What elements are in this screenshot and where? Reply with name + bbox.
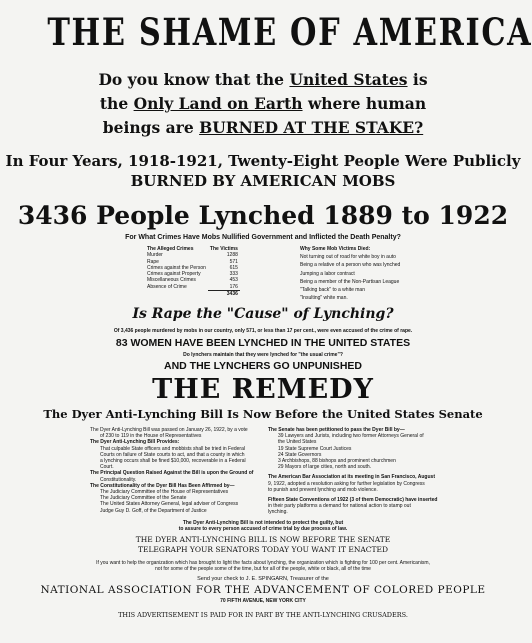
for-what-line: For What Crimes Have Mobs Nullified Government and Inflicted the Death Penalty? xyxy=(125,234,401,241)
crime-cell: Murder xyxy=(147,252,163,259)
left-col-line: The United States Attorney General, legal adviser of Congress xyxy=(100,501,239,508)
why-died-item: Being a member of the Non-Partisan League xyxy=(300,278,400,285)
question-line-2 xyxy=(0,94,526,113)
victims-cell: 176 xyxy=(208,284,240,291)
left-col-line: The Judiciary Committee of the House of Representatives xyxy=(100,489,229,496)
right-col-line: 9, 1922, adopted a resolution asking for further legislation by Congress xyxy=(268,480,425,487)
question-text: the xyxy=(99,94,134,113)
not-intended-line: The Dyer Anti-Lynching Bill is not intended to protect the guilty, but xyxy=(182,520,344,526)
not-intended-line-2: to assure to every person accused of crime trial by due process of law. xyxy=(178,526,348,532)
crimes-header: The Alleged Crimes xyxy=(147,246,194,252)
left-col-line: The Dyer Anti-Lynching Bill Provides: xyxy=(90,439,180,446)
why-died-header: Why Some Mob Victims Died: xyxy=(300,246,371,252)
why-died-item: Not turning out of road for white boy in auto xyxy=(300,254,396,260)
crime-cell: Absence of Crime xyxy=(147,284,187,291)
left-col-line: The Principal Question Raised Against the Bill is upon the Ground of xyxy=(90,470,254,477)
telegraph-line: TELEGRAPH YOUR SENATORS TODAY YOU WANT IT ENACTED xyxy=(137,545,389,554)
crime-cell: Miscellaneous Crimes xyxy=(147,277,196,284)
why-died-item: Being a relative of a person who was lynched xyxy=(300,262,401,269)
question-text: beings are xyxy=(102,118,200,137)
left-col-line: Courts on failure of State courts to act, and that a county in which xyxy=(100,451,245,458)
right-col-line: The Senate has been petitioned to pass the Dyer Bill by— xyxy=(268,427,405,433)
why-died-item: "Insulting" white man. xyxy=(300,295,348,302)
of-3436-line: Of 3,436 people murdered by mobs in our country, only 571, or less than 17 per cent., were even accused of the crime of rape. xyxy=(113,328,413,334)
crime-cell: Crimes against the Person xyxy=(147,264,206,271)
left-col-line: Constitutionality. xyxy=(100,476,137,483)
victims-cell: 453 xyxy=(229,277,238,284)
why-died-item: "Talking back" to a white man xyxy=(300,287,365,294)
left-col-line: Court. xyxy=(100,464,114,471)
left-col-line: of 230 to 119 in the House of Representatives xyxy=(100,433,202,440)
question-text: Do you know that the xyxy=(98,70,290,89)
victims-header: The Victims xyxy=(209,246,238,252)
left-col-line: The Dyer Anti-Lynching Bill was passed on January 26, 1922, by a vote xyxy=(90,427,248,433)
question-emphasis: Only Land on Earth xyxy=(133,94,303,113)
right-col-line: The American Bar Association at its meeting in San Francisco, August xyxy=(268,474,435,481)
help-line: If you want to help the organization which has brought to light the facts about lynching, the organization which is fighting for 100 per cent. Americanism, xyxy=(96,560,430,566)
question-emphasis: United States xyxy=(289,70,408,89)
question-text: is xyxy=(407,70,428,89)
left-column xyxy=(90,427,253,514)
paid-for-line: THIS ADVERTISEMENT IS PAID FOR IN PART BY THE ANTI-LYNCHING CRUSADERS. xyxy=(118,611,408,619)
victims-cell: 571 xyxy=(229,258,238,265)
right-col-line: 3 Archbishops, 88 bishops and prominent churchmen xyxy=(278,458,396,465)
is-rape-heading: Is Rape the "Cause" of Lynching? xyxy=(132,306,394,322)
left-col-line: Judge Guy D. Goff, of the Department of Justice xyxy=(100,507,207,514)
right-col-line: 29 Mayors of large cities, north and south. xyxy=(278,464,372,471)
women-lynched-line: 83 WOMEN HAVE BEEN LYNCHED IN THE UNITED STATES xyxy=(115,337,411,349)
right-col-line: 24 State Governors xyxy=(278,451,322,458)
left-col-line: The Constitutionality of the Dyer Bill Has Been Affirmed by— xyxy=(90,482,235,489)
right-col-line: 39 Lawyers and Jurists, including two former Attorneys General of xyxy=(278,433,424,440)
victims-cell: 333 xyxy=(229,271,238,278)
lynchers-maintain-line: Do lynchers maintain that they were lynched for "the usual crime"? xyxy=(183,352,343,358)
question-text: where human xyxy=(302,94,427,113)
now-before-senate: THE DYER ANTI-LYNCHING BILL IS NOW BEFORE THE SENATE xyxy=(135,535,391,544)
left-col-line: The Judiciary Committee of the Senate xyxy=(100,495,187,502)
victims-total: 3436 xyxy=(226,291,238,298)
right-col-line: the United States xyxy=(278,439,317,446)
right-col-line: Fifteen State Conventions of 1922 (3 of them Democratic) have inserted xyxy=(268,497,438,504)
send-check-line: Send your check to J. E. SPINGARN, Treasurer of the xyxy=(197,576,329,582)
remedy-heading: THE REMEDY xyxy=(152,374,374,405)
victims-cell: 615 xyxy=(229,264,238,271)
why-died-item: Jumping a labor contract xyxy=(300,270,355,277)
right-col-line: lynching. xyxy=(268,509,288,516)
right-col-line: 19 State Supreme Court Justices xyxy=(278,445,352,452)
victims-cell: 1288 xyxy=(226,252,238,259)
crime-cell: Rape xyxy=(147,258,159,265)
left-col-line: a lynching occurs shall be fined $10,000, recoverable in a Federal xyxy=(100,458,246,465)
question-line-3 xyxy=(0,118,526,137)
lynched-headline: 3436 People Lynched 1889 to 1922 xyxy=(17,201,509,230)
question-emphasis: BURNED AT THE STAKE? xyxy=(199,118,424,137)
burned-line: BURNED BY AMERICAN MOBS xyxy=(130,172,396,190)
why-died-list xyxy=(300,246,400,303)
crime-cell: Crimes against Property xyxy=(147,271,201,278)
headline: THE SHAME OF AMERICA xyxy=(47,10,532,54)
right-col-line: to punish and prevent lynching and mob violence. xyxy=(268,486,378,493)
unpunished-line: AND THE LYNCHERS GO UNPUNISHED xyxy=(164,360,362,372)
dyer-before-senate: The Dyer Anti-Lynching Bill Is Now Before the United States Senate xyxy=(43,407,483,421)
right-column xyxy=(268,427,438,516)
right-col-line: in their party platforms a demand for national action to stamp out xyxy=(268,503,411,510)
naacp-address: 70 FIFTH AVENUE, NEW YORK CITY xyxy=(220,598,306,604)
help-line-2: not for some of the people some of the time, but for all of the people, white or black, all of the time xyxy=(155,566,371,572)
left-col-line: That culpable State officers and mobbists shall be tried in Federal xyxy=(100,445,245,452)
four-years-line: In Four Years, 1918-1921, Twenty-Eight People Were Publicly xyxy=(5,152,521,170)
question-line-1 xyxy=(0,70,526,89)
crimes-table xyxy=(145,246,240,297)
naacp-name: NATIONAL ASSOCIATION FOR THE ADVANCEMENT OF COLORED PEOPLE xyxy=(40,584,486,596)
